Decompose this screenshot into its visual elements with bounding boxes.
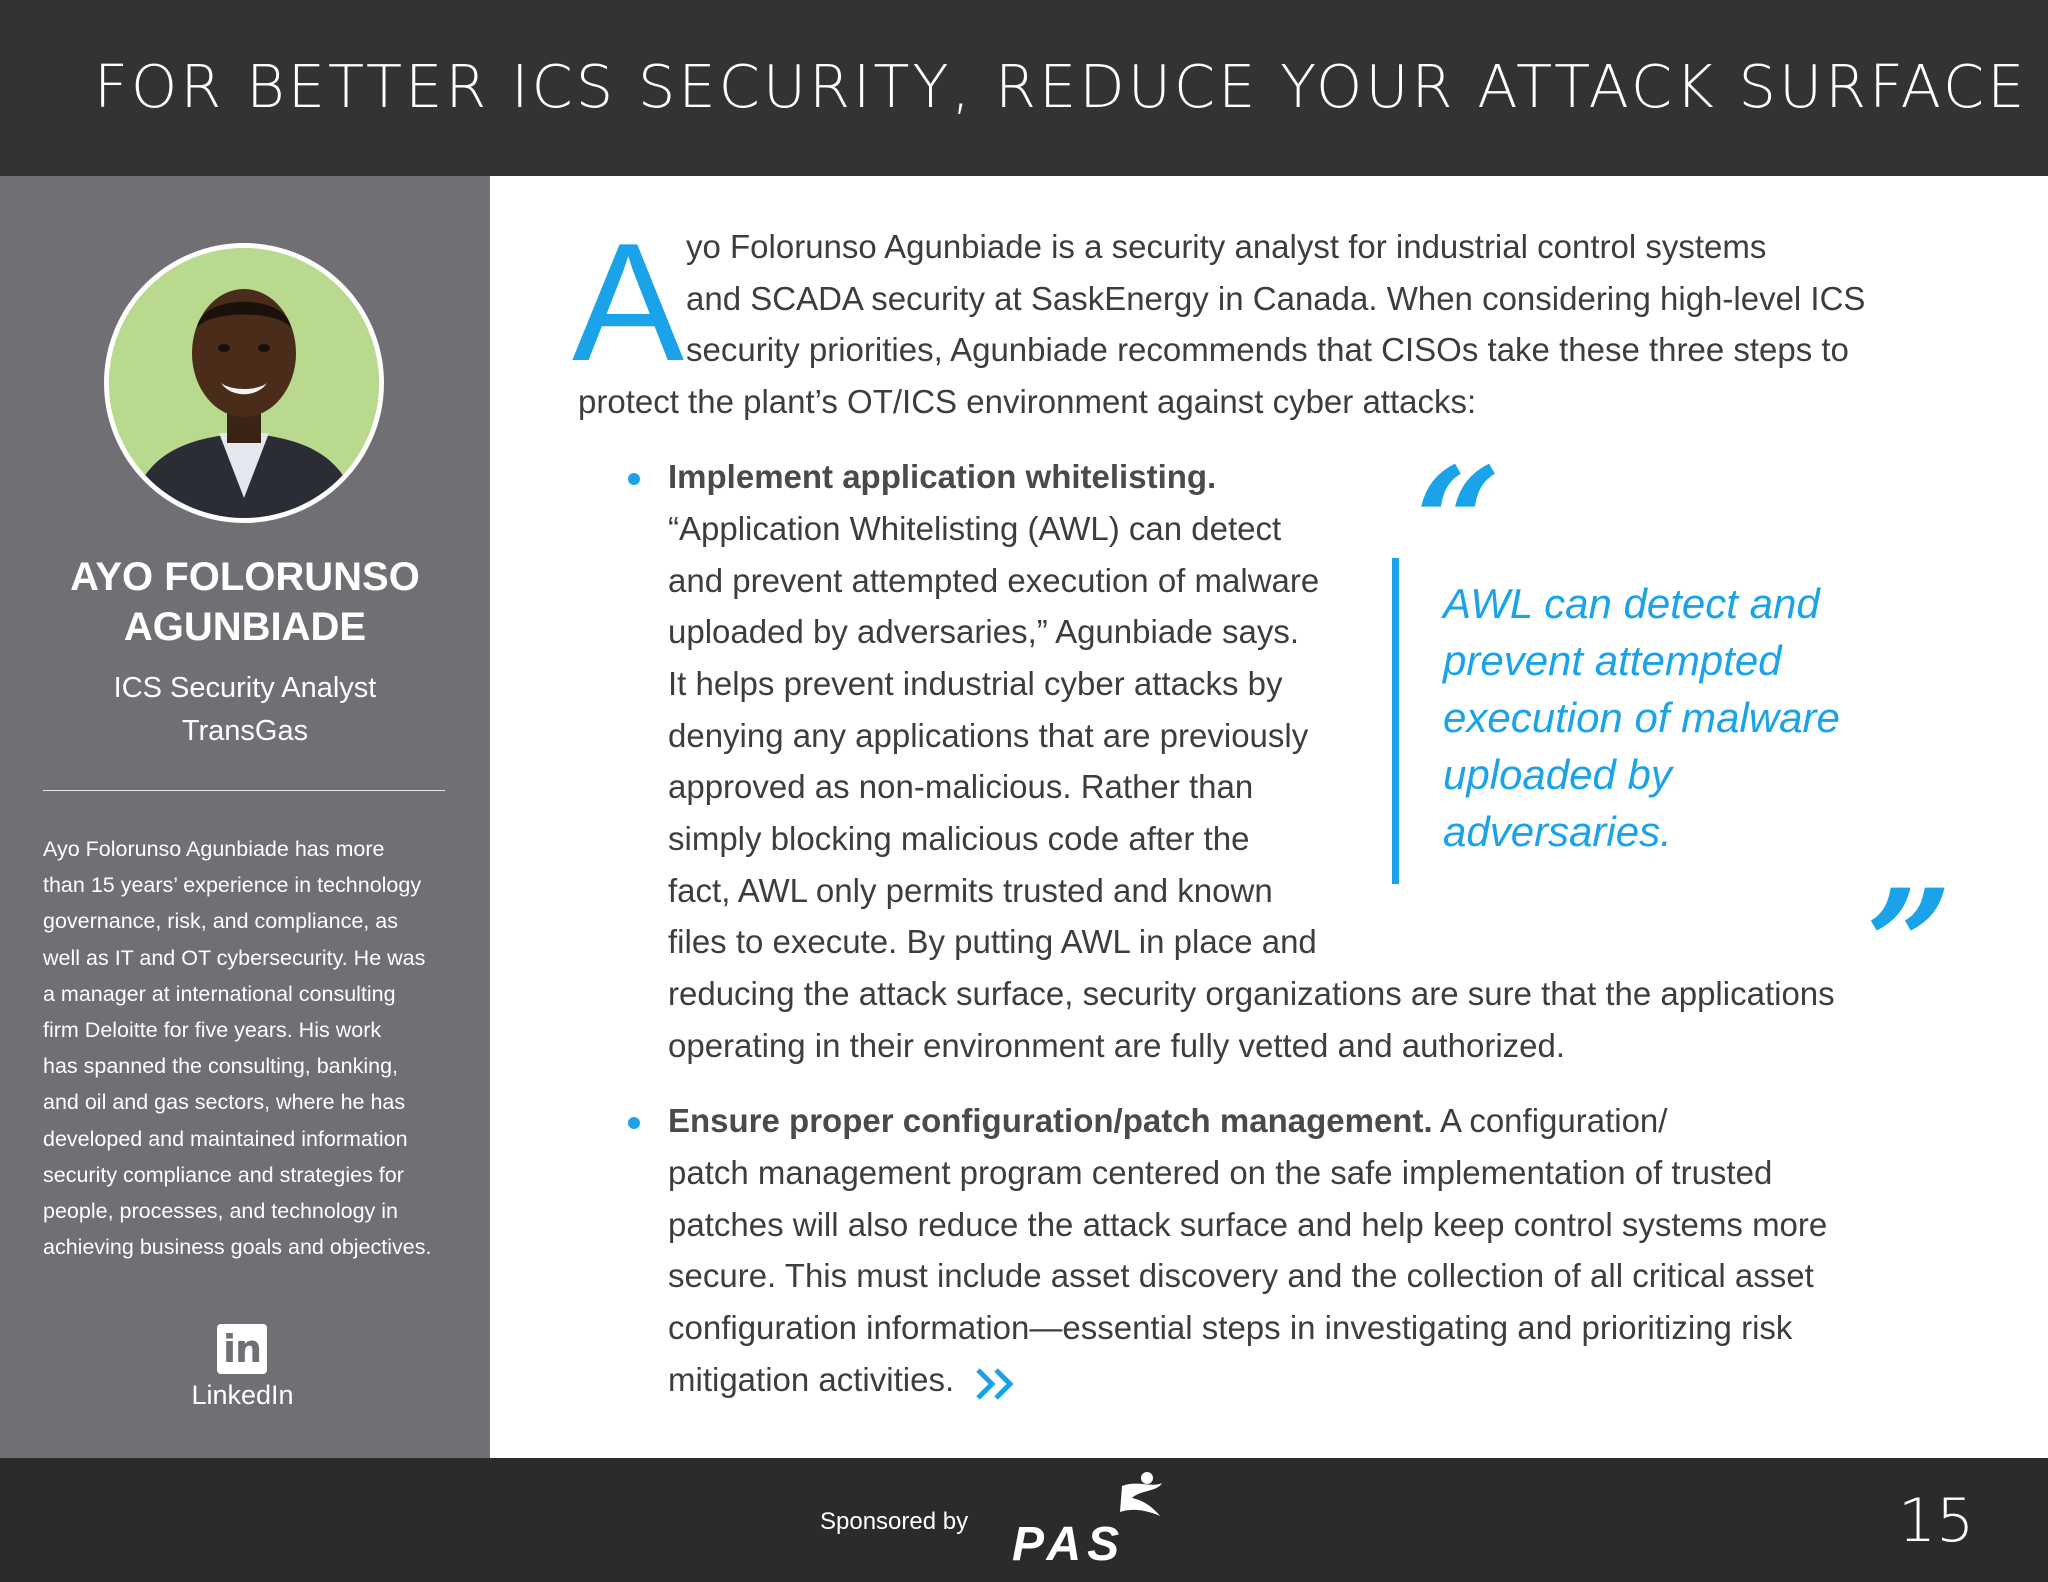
bio-line: achieving business goals and objectives.	[43, 1235, 432, 1260]
bullet-line: uploaded by adversaries,” Agunbiade says.	[668, 613, 1300, 650]
pull-quote-line: execution of malware	[1443, 694, 1840, 741]
author-name-line: AYO FOLORUNSO	[70, 555, 420, 599]
pas-logo-text: PAS	[1012, 1518, 1126, 1568]
bullet-line: approved as non-malicious. Rather than	[668, 768, 1254, 805]
bio-line: firm Deloitte for five years. His work	[43, 1018, 382, 1043]
bullet-line: reducing the attack surface, security organizations are sure that the applications	[668, 975, 1835, 1012]
bullet-line: It helps prevent industrial cyber attacks by	[668, 665, 1283, 702]
bio-line: a manager at international consulting	[43, 981, 396, 1006]
bio-line: people, processes, and technology in	[43, 1199, 398, 1224]
sidebar-divider	[43, 790, 445, 791]
avatar	[104, 243, 384, 523]
page-number: 15	[1898, 1486, 1975, 1556]
bio-line: than 15 years’ experience in technology	[43, 873, 422, 898]
drop-cap: A	[572, 208, 685, 396]
author-name	[30, 552, 460, 652]
bullet-line-rest: A configuration/	[1432, 1102, 1668, 1139]
bullet-line: simply blocking malicious code after the	[668, 820, 1250, 857]
intro-line: and SCADA security at SaskEnergy in Canada. When considering high-level ICS	[686, 280, 1866, 317]
pull-quote-line: adversaries.	[1443, 808, 1672, 855]
pas-logo[interactable]	[1012, 1468, 1182, 1568]
bullet-dot-icon	[628, 1117, 640, 1129]
bullet-line: mitigation activities.	[668, 1361, 955, 1398]
linkedin-link[interactable]: LinkedIn	[191, 1380, 294, 1410]
bullet-line: files to execute. By putting AWL in place and	[668, 923, 1317, 960]
intro-line: yo Folorunso Agunbiade is a security analyst for industrial control systems	[686, 228, 1767, 265]
open-quote-icon: “	[1415, 435, 1502, 611]
bio-line: governance, risk, and compliance, as	[43, 909, 398, 934]
bio-line: security compliance and strategies for	[43, 1162, 404, 1187]
close-quote-icon: ”	[1866, 857, 1953, 1033]
quote-bar	[1392, 558, 1399, 884]
double-chevron-right-icon[interactable]	[972, 1364, 1022, 1404]
bullet-dot-icon	[628, 473, 640, 485]
author-title: ICS Security Analyst	[113, 672, 377, 704]
author-name-line: AGUNBIADE	[123, 605, 367, 649]
bullet-line: operating in their environment are fully vetted and authorized.	[668, 1027, 1566, 1064]
pull-quote	[1443, 575, 1863, 860]
author-photo	[109, 248, 379, 518]
linkedin-icon[interactable]: in	[217, 1324, 267, 1374]
bullet-line: denying any applications that are previously	[668, 717, 1309, 754]
sponsored-label: Sponsored by	[820, 1508, 969, 1535]
author-bio	[43, 831, 453, 1265]
pull-quote-line: uploaded by	[1443, 751, 1672, 798]
bullet-line: fact, AWL only permits trusted and known	[668, 872, 1273, 909]
bullet-heading: Ensure proper configuration/patch management.	[668, 1102, 1433, 1139]
bullet-line: secure. This must include asset discovery and the collection of all critical asset	[668, 1257, 1814, 1294]
bullet-line: and prevent attempted execution of malware	[668, 562, 1320, 599]
page-header	[0, 0, 2048, 176]
intro-line: protect the plant’s OT/ICS environment against cyber attacks:	[578, 383, 1477, 420]
bullet-line: patch management program centered on the safe implementation of trusted	[668, 1154, 1773, 1191]
bio-line: well as IT and OT cybersecurity. He was	[43, 945, 426, 970]
bullet-heading: Implement application whitelisting.	[668, 458, 1217, 495]
pull-quote-line: AWL can detect and	[1443, 580, 1820, 627]
bullet-line	[668, 1102, 1667, 1140]
author-company: TransGas	[181, 715, 309, 747]
bio-line: and oil and gas sectors, where he has	[43, 1090, 406, 1115]
bullet-line: configuration information—essential steps in investigating and prioritizing risk	[668, 1309, 1793, 1346]
bullet-line: patches will also reduce the attack surface and help keep control systems more	[668, 1206, 1828, 1243]
intro-line: security priorities, Agunbiade recommends that CISOs take these three steps to	[686, 331, 1849, 368]
pull-quote-line: prevent attempted	[1443, 637, 1782, 684]
page-title: FOR BETTER ICS SECURITY, REDUCE YOUR ATTACK SURFACE	[94, 52, 2028, 121]
bio-line: developed and maintained information	[43, 1126, 408, 1151]
bio-line: Ayo Folorunso Agunbiade has more	[43, 837, 385, 861]
bio-line: has spanned the consulting, banking,	[43, 1054, 399, 1079]
author-role	[30, 667, 460, 753]
bullet-line: “Application Whitelisting (AWL) can detect	[668, 510, 1282, 547]
